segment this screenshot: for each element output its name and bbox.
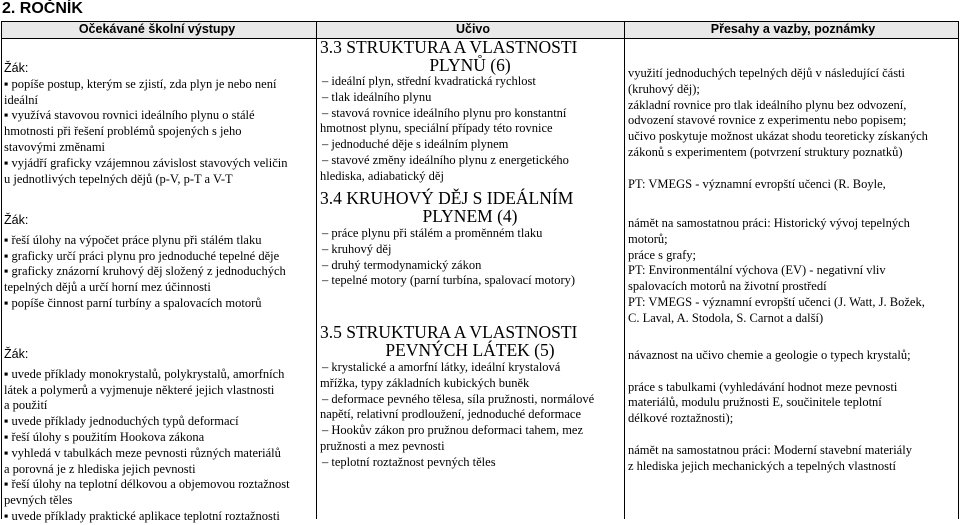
note-line: odvození stavové rovnice z experimentu nebo popisem;	[628, 113, 907, 128]
note-spacer	[628, 161, 958, 177]
list-item: ▪ popíše postup, kterým se zjistí, zda plyn je nebo není	[4, 76, 277, 91]
list-item: – teplotní roztažnost pevných těles	[322, 454, 496, 469]
list-item: ▪ vyjádří graficky vzájemnou závislost stavových veličin	[4, 155, 288, 170]
list-item: hmotnost plynu, speciální případy této rovnice	[320, 121, 553, 136]
outcomes-column	[4, 38, 310, 523]
list-item: tepelných dějů a určí horní mez účinnosti	[4, 280, 211, 295]
list-item: – stavová rovnice ideálního plynu pro konstantní	[322, 105, 567, 120]
list-item: u jednotlivých tepelných dějů (p-V, p-T a V-T	[4, 171, 233, 186]
list-item: – Hookův zákon pro pružnou deformaci tahem, mez	[322, 423, 584, 438]
note-line: PT: VMEGS - významní evropští učenci (R. Boyle,	[628, 176, 886, 191]
note-line: (kruhový děj);	[628, 81, 700, 96]
list-item: – deformace pevného tělesa, síla pružnosti, normálové	[322, 391, 595, 406]
list-item: – práce plynu při stálém a proměnném tlaku	[322, 226, 543, 240]
list-item: hmotnosti při řešení problémů spojených s jeho	[4, 124, 242, 139]
note-line: učivo poskytuje možnost ukázat shodu teoreticky získaných	[628, 129, 928, 144]
note-line: návaznost na učivo chemie a geologie o typech krystalů;	[628, 348, 911, 362]
list-item: stavovými změnami	[4, 139, 106, 154]
list-item: ▪ řeší úlohy s použitím Hookova zákona	[4, 429, 205, 444]
section-title: PLYNEM (4)	[422, 206, 518, 226]
page-title: 2. ROČNÍK	[2, 0, 83, 17]
list-item: – jednoduché děje s ideálním plynem	[322, 137, 509, 152]
column-header-curriculum: Učivo	[455, 22, 491, 36]
list-item: ▪ řeší úlohy na teplotní délkovou a objemovou roztažnost	[4, 477, 290, 492]
outcomes-section-1	[4, 61, 310, 187]
note-line: z hlediska jejich mechanických a tepelných vlastností	[628, 458, 896, 473]
note-line: práce s tabulkami (vyhledávání hodnot meze pevnosti	[628, 379, 898, 394]
section-title: 3.4 KRUHOVÝ DĚJ S IDEÁLNÍM	[320, 188, 574, 208]
zak-label: Žák:	[4, 347, 29, 361]
outcomes-section-3	[4, 347, 310, 525]
outcomes-section-2	[4, 213, 310, 312]
list-item: látek a polymerů a vyjmenuje některé jejich vlastnosti	[4, 382, 275, 397]
note-line: námět na samostatnou práci: Historický vývoj tepelných	[628, 216, 910, 230]
list-item: napětí, relativní prodloužení, jednoduché deformace	[320, 407, 582, 422]
zak-label: Žák:	[4, 213, 29, 227]
list-item: – ideální plyn, střední kvadratická rychlost	[322, 74, 536, 88]
list-item: – tlak ideálního plynu	[322, 89, 432, 104]
links-section-2	[628, 216, 958, 327]
zak-label: Žák:	[4, 61, 29, 75]
section-title: 3.3 STRUKTURA A VLASTNOSTI	[320, 37, 578, 57]
list-item: ▪ graficky určí práci plynu pro jednoduché tepelné děje	[4, 248, 280, 263]
section-title: 3.5 STRUKTURA A VLASTNOSTI	[320, 322, 578, 342]
curriculum-section-3	[320, 323, 620, 471]
note-line: C. Laval, A. Stodola, S. Carnot a další)	[628, 310, 824, 325]
list-item: mřížka, typy základních kubických buněk	[320, 375, 530, 390]
list-item: a porovná je z hlediska jejich pevnosti	[4, 461, 196, 476]
list-item: pevných těles	[4, 493, 73, 508]
list-item: – krystalické a amorfní látky, ideální krystalová	[322, 360, 561, 374]
list-item: ▪ využívá stavovou rovnici ideálního plynu o stálé	[4, 108, 255, 123]
column-header-links: Přesahy a vazby, poznámky	[710, 22, 876, 36]
list-item: ▪ uvede příklady jednoduchých typů deformací	[4, 414, 239, 429]
table-border-right	[958, 21, 959, 519]
curriculum-section-2	[320, 189, 620, 289]
note-line: spalovacích motorů na životní prostředí	[628, 279, 827, 294]
table-divider-2	[624, 21, 625, 519]
table-border-left	[1, 21, 2, 519]
links-column	[628, 38, 958, 518]
list-item: ▪ řeší úlohy na výpočet práce plynu při stálém tlaku	[4, 232, 262, 247]
links-section-3	[628, 348, 958, 474]
note-line: námět na samostatnou práci: Moderní stavební materiály	[628, 442, 912, 457]
list-item: ▪ uvede příklady monokrystalů, polykrystalů, amorfních	[4, 366, 285, 381]
list-item: hlediska, adiabatický děj	[320, 168, 444, 183]
list-item: ▪ popíše činnost parní turbíny a spalovacích motorů	[4, 295, 262, 310]
links-section-1	[628, 66, 958, 192]
note-line: využití jednoduchých tepelných dějů v následující části	[628, 66, 906, 80]
list-item: ▪ vyhledá v tabulkách meze pevnosti různých materiálů	[4, 445, 281, 460]
list-item: – tepelné motory (parní turbína, spalovací motory)	[322, 273, 576, 288]
note-line: délkové roztažnosti);	[628, 411, 734, 426]
note-spacer	[628, 364, 958, 380]
note-line: materiálů, modulu pružnosti E, součinitele teplotní	[628, 395, 882, 410]
section-title: PLYNŮ (6)	[429, 55, 511, 75]
list-item: a použití	[4, 398, 48, 413]
list-item: – kruhový děj	[322, 241, 392, 256]
list-item: – stavové změny ideálního plynu z energetického	[322, 152, 569, 167]
note-line: základní rovnice pro tlak ideálního plynu bez odvození,	[628, 97, 907, 112]
list-item: ideální	[4, 92, 39, 107]
curriculum-column	[320, 38, 620, 518]
curriculum-section-1	[320, 38, 620, 185]
list-item: ▪ graficky znázorní kruhový děj složený z jednoduchých	[4, 264, 286, 279]
note-line: PT: VMEGS - významní evropští učenci (J. Watt, J. Božek,	[628, 294, 925, 309]
column-header-outcomes: Očekávané školní výstupy	[78, 22, 236, 36]
note-line: práce s grafy;	[628, 247, 697, 262]
list-item: – druhý termodynamický zákon	[322, 257, 482, 272]
note-spacer	[628, 427, 958, 443]
section-title: PEVNÝCH LÁTEK (5)	[385, 340, 555, 360]
list-item: pružnosti a mez pevnosti	[320, 438, 445, 453]
note-line: PT: Environmentální výchova (EV) - negativní vliv	[628, 263, 886, 278]
list-item: ▪ uvede příklady praktické aplikace teplotní roztažnosti	[4, 508, 280, 523]
note-line: zákonů s experimentem (potvrzení struktury poznatků)	[628, 144, 903, 159]
note-line: motorů;	[628, 231, 668, 246]
table-divider-1	[316, 21, 317, 519]
